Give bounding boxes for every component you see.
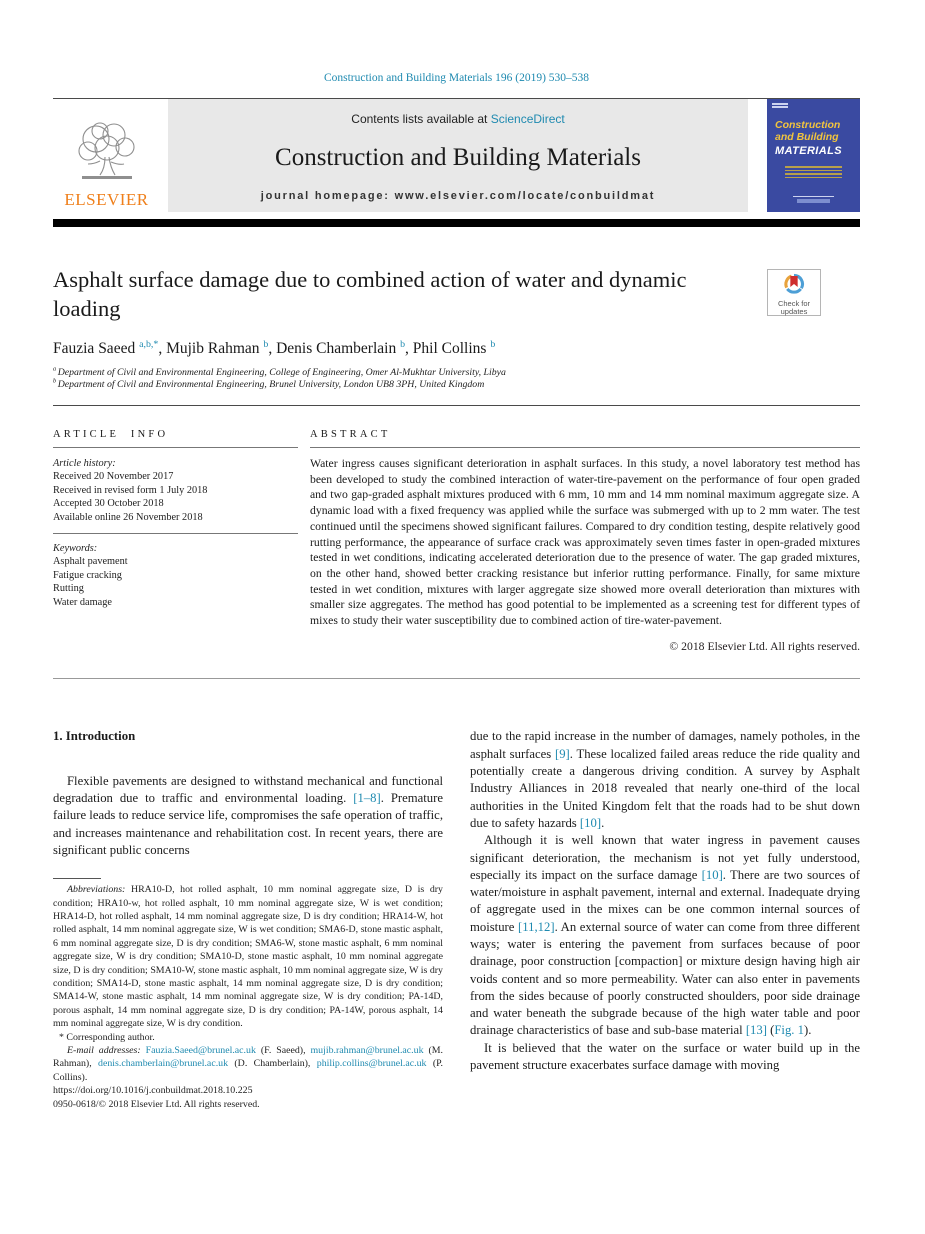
cover-title-line2: and Building	[775, 131, 839, 143]
keyword-item: Fatigue cracking	[53, 569, 122, 581]
abbreviations-footnote: Abbreviations: HRA10-D, hot rolled asphalt, 10 mm nominal aggregate size, D is dry condition; HRA10-w, hot rolled asphalt, 10 mm nominal aggregate size, W is wet condition; HRA14-D, hot rolled asphalt, 14 mm nominal aggregate size, D is dry condition; HRA14-W, hot rolled asphalt, 14 mm nominal aggregate size, W is wet condition; SMA6-D, stone mastic asphalt, 6 mm nominal aggregate size, D is dry condition; SMA6-W, stone mastic asphalt, 6 mm nominal aggregate size, W is dry condition; SMA10-D, stone mastic asphalt, 10 mm nominal aggregate size, D is dry condition; SMA10-W, stone mastic asphalt, 10 mm nominal aggregate size, W is dry condition; SMA14-D, stone mastic asphalt, 14 mm nominal aggregate size, D is dry condition; SMA14-W, stone mastic asphalt, 14 mm nominal aggregate size, W is dry condition; PA-14D, porous asphalt, 14 mm nominal aggregate size, D is dry condition; PA-14W, porous asphalt, 14 mm nominal aggregate size, W is dry condition.	[53, 884, 443, 1030]
body-left-column	[53, 728, 443, 1111]
badge-label-line2: updates	[780, 307, 808, 316]
contents-list-line	[168, 112, 748, 126]
journal-citation-link[interactable]: Construction and Building Materials 196 (2019) 530–538	[323, 72, 590, 84]
intro-paragraph-1: Flexible pavements are designed to withstand mechanical and functional degradation due to traffic and environmental loading. [1–8]. Premature failure leads to reduce service life, compromises the safe operation of traffic, and increases maintenance and rehabilitation cost. In recent years, there are significant public concerns	[53, 773, 444, 857]
article-info-heading: ARTICLE INFO	[53, 429, 169, 440]
header-black-bar	[53, 219, 860, 227]
journal-name: Construction and Building Materials	[275, 144, 641, 171]
doi-link[interactable]: https://doi.org/10.1016/j.conbuildmat.2018.10.225	[53, 1085, 253, 1097]
abstract-copyright: © 2018 Elsevier Ltd. All rights reserved.	[669, 640, 860, 654]
abstract-rule	[310, 447, 860, 448]
crossmark-icon	[783, 273, 805, 295]
title-block	[53, 265, 860, 323]
author-list: Fauzia Saeed $^{a,b,*}$, Mujib Rahman $^b$, Denis Chamberlain $^b$, Phil Collins $^b$	[53, 338, 496, 357]
cover-footer-decoration	[767, 196, 860, 204]
body-right-column	[470, 728, 860, 1111]
cover-issn-decoration	[772, 103, 788, 109]
elsevier-logo[interactable]	[53, 99, 160, 212]
journal-homepage-link[interactable]: journal homepage: www.elsevier.com/locate/conbuildmat	[260, 190, 656, 202]
meta-section	[53, 419, 860, 653]
elsevier-wordmark: ELSEVIER	[64, 190, 149, 209]
badge-label-line1: Check for	[777, 299, 811, 308]
cover-subtitle-decoration	[775, 166, 852, 178]
article-history	[53, 457, 298, 524]
journal-cover-thumbnail[interactable]	[767, 99, 860, 212]
history-item: Received 20 November 2017	[53, 471, 174, 483]
email-addresses-note: E-mail addresses: Fauzia.Saeed@brunel.ac.uk (F. Saeed), mujib.rahman@brunel.ac.uk (M. Rahman), denis.chamberlain@brunel.ac.uk (D. Chamberlain), philip.collins@brunel.ac.uk (P. Collins).	[53, 1045, 444, 1083]
cover-title-line3: MATERIALS	[775, 145, 842, 157]
contents-prefix: Contents lists available at	[351, 112, 491, 126]
article-info-column	[53, 419, 298, 653]
elsevier-tree-icon	[70, 117, 144, 189]
keyword-item: Asphalt pavement	[53, 556, 128, 568]
history-item: Accepted 30 October 2018	[53, 498, 164, 510]
section-1-heading: 1. Introduction	[53, 729, 136, 744]
intro-paragraph-4: It is believed that the water on the surface or water build up in the pavement structure exacerbates surface damage with moving	[470, 1040, 860, 1073]
section-divider-rule	[53, 678, 860, 679]
keywords-label: Keywords:	[53, 543, 98, 555]
history-item: Received in revised form 1 July 2018	[53, 484, 208, 496]
journal-header-band	[53, 99, 860, 212]
intro-paragraph-3: Although it is well known that water ingress in pavement causes significant deterioration, the mechanism is not yet fully understood, especially its impact on the surface damage [10]. There are two sources of water/moisture in asphalt pavement, internal and external. Inadequate drying of aggregate used in the mixes can be one common internal sources of moisture [11,12]. An external source of water can come from three different ways; water is entering the pavement from surfaces because of poor drainage, poor construction [compaction] or mixture design having high air voids content and so more permeability. Water can also enter in pavements from the sides because of poorly constructed shoulders, poor side drainage and water beneath the subgrade because of the high water table and poor drainage characteristics of base and sub-base material [13] (Fig. 1).	[470, 833, 860, 1038]
title-bottom-rule	[53, 405, 860, 406]
affiliations	[53, 367, 860, 390]
abstract-heading: ABSTRACT	[310, 429, 391, 440]
footnote-rule	[53, 878, 101, 879]
intro-paragraph-2: due to the rapid increase in the number of damages, namely potholes, in the asphalt surfaces [9]. These localized failed areas reduce the ride quality and potentially create a dangerous driving condition. A survey by Asphalt Industry Alliances in 2018 revealed that nearly one-third of the local authorities in the United Kingdom felt that the roads had to be shut down due to safety hazards [10].	[470, 729, 860, 830]
article-info-rule	[53, 447, 298, 448]
article-title: Asphalt surface damage due to combined action of water and dynamic loading	[53, 267, 687, 321]
abstract-text: Water ingress causes significant deterioration in asphalt surfaces. In this study, a novel laboratory test method has been developed to study the combined interaction of water-tire-pavement on the performance of four open graded and two gap-graded asphalt mixtures produced with 6 mm, 10 mm and 14 mm nominal maximum aggregate size. A dynamic load with a fixed frequency was applied while the surface was submerged with up to 2 mm water. The test continued until the specimens showed significant failures. Compared to dry condition testing, despite relatively good rutting performance, the appearance of surface crack was approximately seven times faster in open-graded mixtures tested in wet conditions, indicating accelerated deterioration due to the presence of water. The gap graded mixtures, on the other hand, showed better cracking resistance but inferior rutting performance. Finally, for same mixture tested in wet condition, mixtures with larger aggregate size showed more overall deterioration than mixtures with smaller size aggregates. The method has good potential to be implemented as a screening test for different types of mixes to study their water susceptibility due to combined action of tire-water-pavement.	[310, 457, 860, 628]
sciencedirect-link[interactable]: ScienceDirect	[490, 112, 565, 126]
abstract-column	[310, 419, 860, 653]
history-item: Available online 26 November 2018	[53, 511, 203, 523]
keyword-item: Water damage	[53, 596, 112, 608]
affiliation-a: $^a$ Department of Civil and Environmental Engineering, College of Engineering, Omer Al-Mukhtar University, Libya	[53, 365, 506, 378]
history-label: Article history:	[53, 458, 116, 469]
article-body	[53, 728, 860, 1111]
cover-title-line1: Construction	[775, 119, 841, 131]
affiliation-b: $^b$ Department of Civil and Environmental Engineering, Brunel University, London UB8 3PH, United Kingdom	[53, 377, 485, 390]
check-for-updates-badge[interactable]	[767, 269, 821, 316]
issn-copyright-line: 0950-0618/© 2018 Elsevier Ltd. All rights reserved.	[53, 1098, 260, 1110]
keyword-item: Rutting	[53, 583, 84, 595]
info-separator-rule	[53, 533, 298, 534]
journal-masthead	[168, 99, 748, 212]
keywords-block	[53, 542, 298, 609]
corresponding-author-note: * Corresponding author.	[59, 1031, 155, 1043]
